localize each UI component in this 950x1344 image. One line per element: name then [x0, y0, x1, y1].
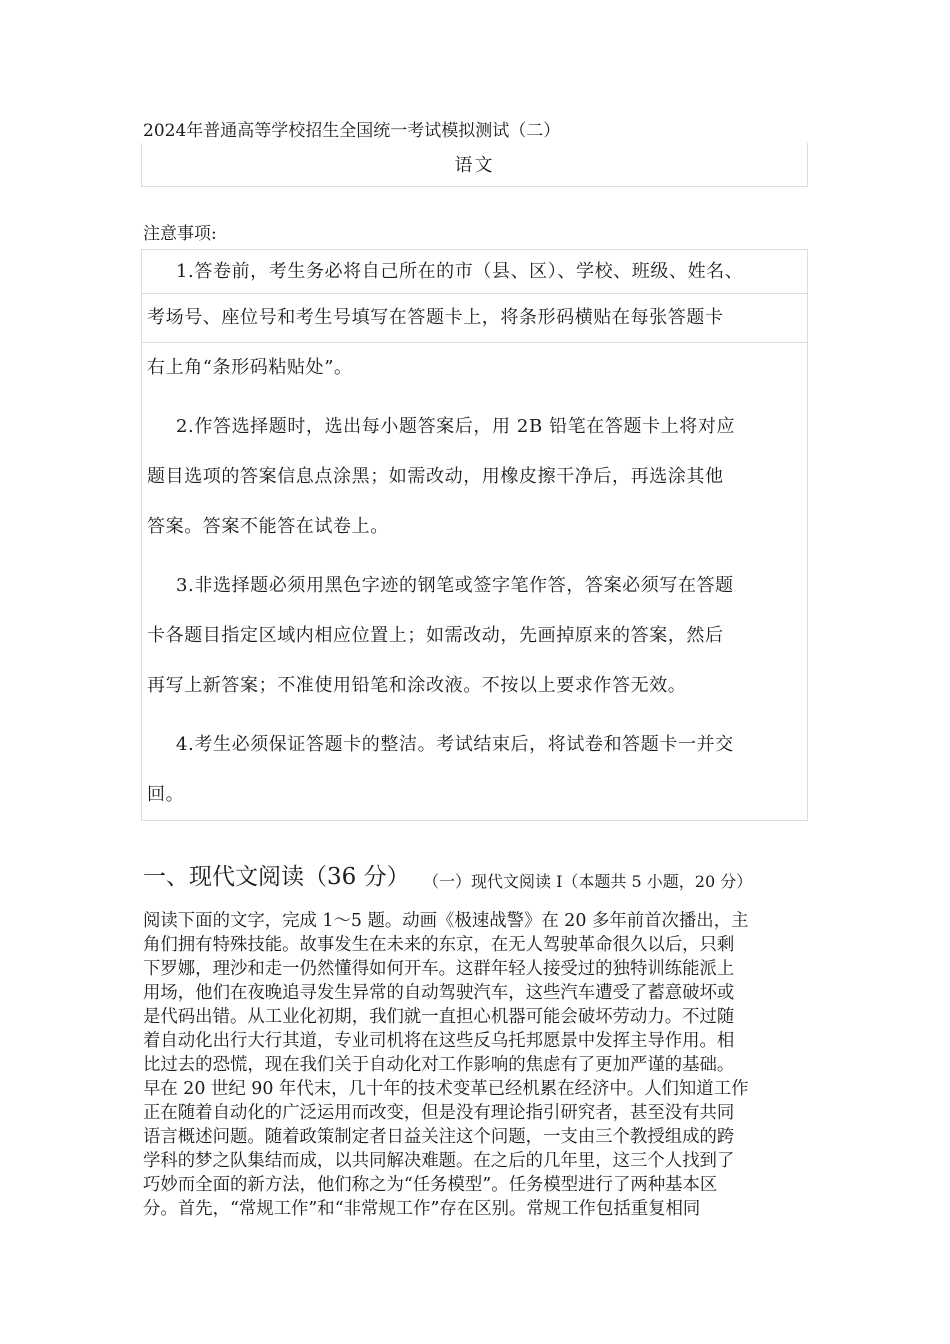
reading-line: 比过去的恐慌，现在我们关于自动化对工作影响的焦虑有了更加严谨的基础。: [143, 1055, 735, 1075]
section-title: 一、现代文阅读（36 分）: [143, 864, 410, 890]
reading-line: 用场，他们在夜晚追寻发生异常的自动驾驶汽车，这些汽车遭受了蓄意破坏或: [143, 983, 735, 1003]
reading-line: 早在 20 世纪 90 年代末，几十年的技术变革已经机累在经济中。人们知道工作: [143, 1079, 749, 1099]
notice-line: 再写上新答案；不准使用铅笔和涂改液。不按以上要求作答无效。: [147, 675, 687, 696]
notice-line: 1.答卷前，考生务必将自己所在的市（县、区）、学校、班级、姓名、: [176, 261, 744, 282]
reading-line: 正在随着自动化的广泛运用而改变，但是没有理论指引研究者，甚至没有共同: [143, 1103, 735, 1123]
notice-line: 右上角“条形码粘贴处”。: [147, 357, 353, 378]
reading-line: 角们拥有特殊技能。故事发生在未来的东京，在无人驾驶革命很久以后，只剩: [143, 935, 735, 955]
notice-line: 答案。答案不能答在试卷上。: [147, 516, 389, 537]
subject-box: [141, 143, 808, 187]
reading-line: 巧妙而全面的新方法，他们称之为“任务模型”。任务模型进行了两种基本区: [143, 1175, 718, 1195]
notice-line: 卡各题目指定区域内相应位置上；如需改动，先画掉原来的答案，然后: [147, 625, 724, 646]
reading-line: 学科的梦之队集结而成，以共同解决难题。在之后的几年里，这三个人找到了: [143, 1151, 735, 1171]
notice-line: 题目选项的答案信息点涂黑；如需改动，用橡皮擦干净后，再选涂其他: [147, 466, 724, 487]
notice-box: [141, 249, 808, 821]
reading-line: 语言概述问题。随着政策制定者日益关注这个问题，一支由三个教授组成的跨: [143, 1127, 735, 1147]
subject-title: 语文: [454, 155, 495, 176]
reading-line: 着自动化出行大行其道，专业司机将在这些反乌托邦愿景中发挥主导作用。相: [143, 1031, 735, 1051]
notice-divider: [142, 342, 807, 343]
notice-line: 回。: [147, 784, 185, 805]
reading-line: 下罗娜，理沙和走一仍然懂得如何开车。这群年轻人接受过的独特训练能派上: [143, 959, 735, 979]
exam-title: 2024年普通高等学校招生全国统一考试模拟测试（二）: [143, 121, 561, 141]
section-subtitle: （一）现代文阅读 I（本题共 5 小题，20 分）: [423, 872, 753, 891]
notice-line: 考场号、座位号和考生号填写在答题卡上，将条形码横贴在每张答题卡: [147, 307, 724, 328]
notice-line: 4.考生必须保证答题卡的整洁。考试结束后，将试卷和答题卡一并交: [176, 734, 734, 755]
notice-line: 3.非选择题必须用黑色字迹的钢笔或签字笔作答，答案必须写在答题: [176, 575, 734, 596]
reading-line: 是代码出错。从工业化初期，我们就一直担心机器可能会破坏劳动力。不过随: [143, 1007, 735, 1027]
reading-line: 分。首先，“常规工作”和“非常规工作”存在区别。常规工作包括重复相同: [143, 1199, 701, 1219]
notice-divider: [142, 293, 807, 294]
notice-line: 2.作答选择题时，选出每小题答案后，用 2B 铅笔在答题卡上将对应: [176, 416, 736, 437]
notice-label: 注意事项:: [143, 224, 217, 244]
reading-line: 阅读下面的文字，完成 1～5 题。动画《极速战警》在 20 多年前首次播出，主: [143, 911, 749, 931]
